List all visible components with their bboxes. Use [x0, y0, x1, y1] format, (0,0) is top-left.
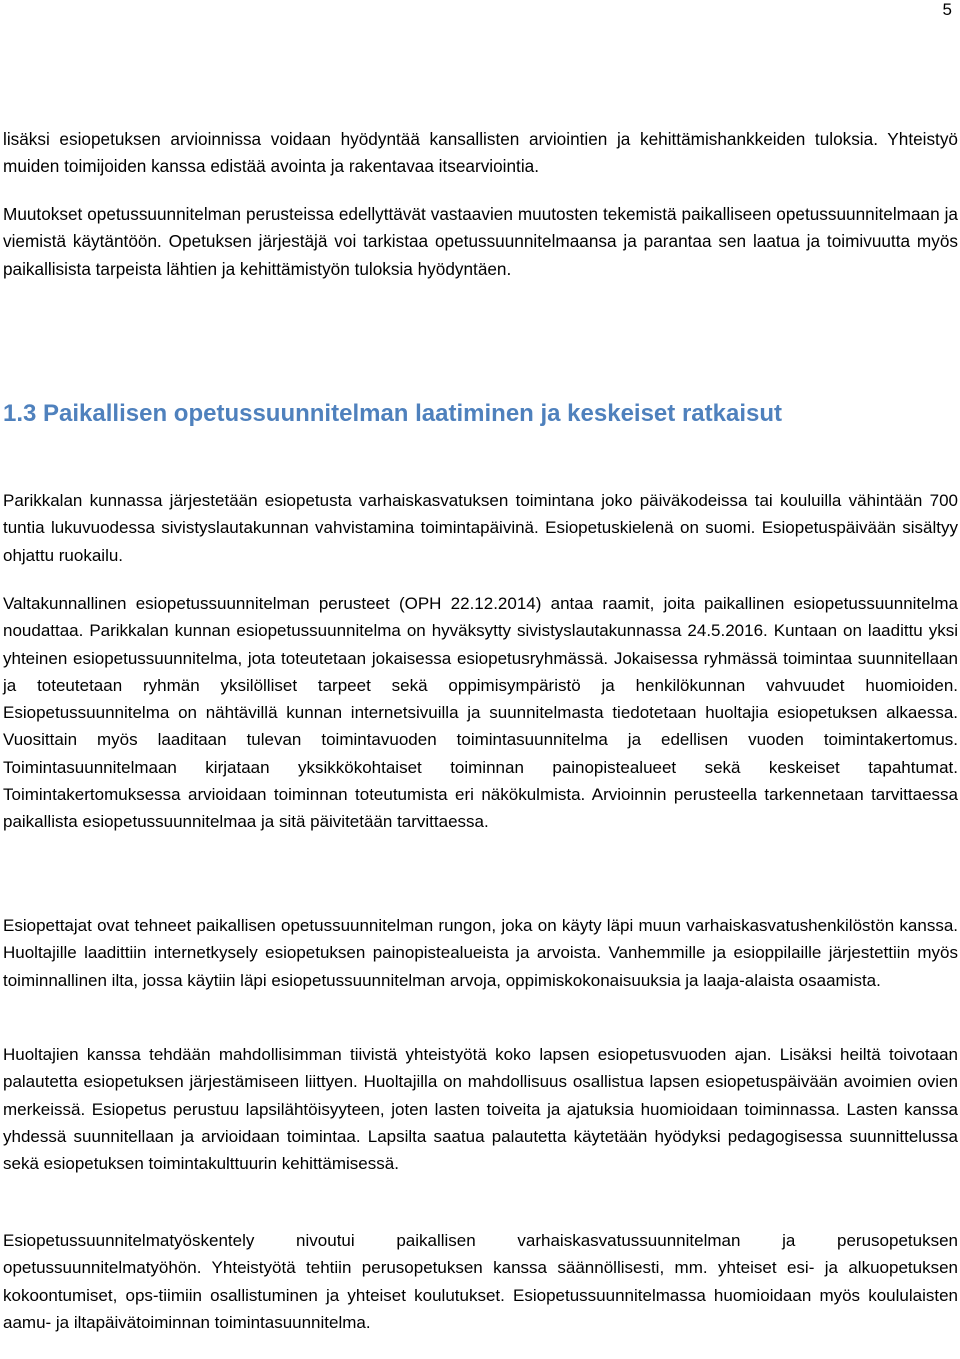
body-paragraph: Valtakunnallinen esiopetussuunnitelman perusteet (OPH 22.12.2014) antaa raamit, joita paikallinen esiopetussuunnitelma noudattaa. Parikkalan kunnan esiopetussuunnitelma on hyväksytty sivistyslautakunnassa 24.5.2016. Kuntaan on laadittu yksi yhteinen esiopetussuunnitelma, jota toteutetaan jokaisessa esiopetusryhmässä. Jokaisessa ryhmässä toimintaa suunnitellaan ja toteutetaan ryhmän yksilölliset tarpeet sekä oppimisympäristö ja henkilökunnan vahvuudet huomioiden. Esiopetussuunnitelma on nähtävillä kunnan internetsivuilla ja suunnitelmasta tiedotetaan huoltajia esiopetuksen alkaessa. Vuosittain myös laaditaan tulevan toimintavuoden toimintasuunnitelma ja edellisen vuoden toimintakertomus. Toimintasuunnitelmaan kirjataan yksikkökohtaiset toiminnan painopistealueet sekä keskeiset tapahtumat. Toimintakertomuksessa arvioidaan toiminnan toteutumista eri näkökulmista. Arvioinnin perusteella tarkennetaan tarvittaessa paikallista esiopetussuunnitelmaa ja sitä päivitetään tarvittaessa.: [3, 594, 958, 832]
body-paragraph: Esiopettajat ovat tehneet paikallisen opetussuunnitelman rungon, joka on käyty läpi muun varhaiskasvatushenkilöstön kanssa. Huoltajille laadittiin internetkysely esiopetuksen painopistealueista ja arvoista. Vanhemmille ja esioppilaille järjestettiin myös toiminnallinen ilta, jossa käytiin läpi esiopetussuunnitelman arvoja, oppimiskokonaisuuksia ja laaja-alaista osaamista.: [3, 916, 958, 990]
body-paragraph: Parikkalan kunnassa järjestetään esiopetusta varhaiskasvatuksen toimintana joko päiväkodeissa tai kouluilla vähintään 700 tuntia lukuvuodessa sivistyslautakunnan vahvistamina toimintapäivinä. Esiopetuskielenä on suomi. Esiopetuspäivään sisältyy ohjattu ruokailu.: [3, 491, 958, 565]
body-paragraph: Huoltajien kanssa tehdään mahdollisimman tiivistä yhteistyötä koko lapsen esiopetusvuoden ajan. Lisäksi heiltä toivotaan palautetta esiopetuksen järjestämiseen liittyen. Huoltajilla on mahdollisuus osallistua lapsen esiopetuspäivään avoimien ovien merkeissä. Esiopetus perustuu lapsilähtöisyyteen, joten lasten toiveita ja ajatuksia huomioidaan toiminnassa. Lasten kanssa yhdessä suunnitellaan ja arvioidaan toimintaa. Lapsilta saatua palautetta käytetään hyödyksi pedagogisessa suunnittelussa sekä esiopetuksen toimintakulttuurin kehittämisessä.: [3, 1045, 958, 1174]
page-number: 5: [942, 0, 952, 19]
body-paragraph: lisäksi esiopetuksen arvioinnissa voidaan hyödyntää kansallisten arviointien ja kehittämishankkeiden tuloksia. Yhteistyö muiden toimijoiden kanssa edistää avointa ja rakentavaa itsearviointia.: [3, 129, 958, 177]
body-paragraph: Esiopetussuunnitelmatyöskentely nivoutui paikallisen varhaiskasvatussuunnitelman ja perusopetuksen opetussuunnitelmatyöhön. Yhteistyötä tehtiin perusopetuksen kanssa säännöllisesti, mm. yhteiset esi- ja alkuopetuksen kokoontumiset, ops-tiimiin osallistuminen ja yhteiset koulutukset. Esiopetussuunnitelmassa huomioidaan myös koululaisten aamu- ja iltapäivätoiminnan toimintasuunnitelma.: [3, 1231, 958, 1332]
body-paragraph: Muutokset opetussuunnitelman perusteissa edellyttävät vastaavien muutosten tekemistä paikalliseen opetussuunnitelmaan ja viemistä käytäntöön. Opetuksen järjestäjä voi tarkistaa opetussuunnitelmaansa ja parantaa sen laatua ja toimivuutta myös paikallisista tarpeista lähtien ja kehittämistyön tuloksia hyödyntäen.: [3, 204, 958, 279]
section-heading: 1.3 Paikallisen opetussuunnitelman laatiminen ja keskeiset ratkaisut: [3, 400, 782, 427]
